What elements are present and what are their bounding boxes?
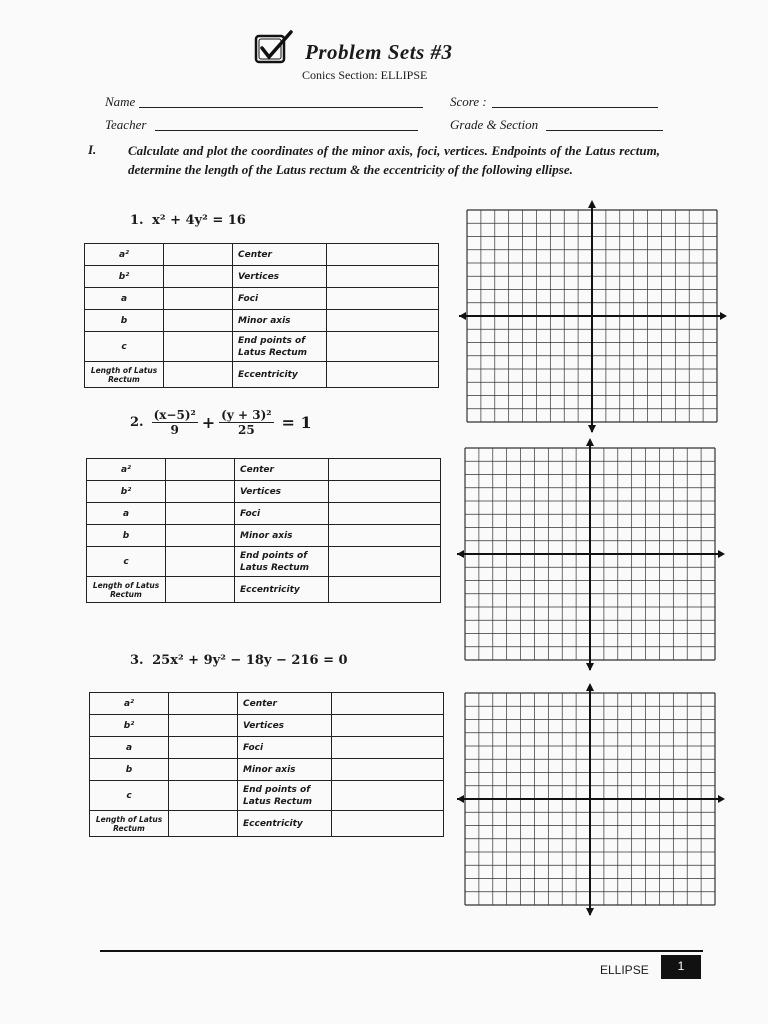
row-label-right: Vertices <box>235 481 329 503</box>
coordinate-grid-2[interactable] <box>455 438 727 672</box>
grid-svg <box>455 438 727 672</box>
answer-cell-left[interactable] <box>169 715 238 737</box>
fraction-denominator: 9 <box>170 423 179 437</box>
problem-1-equation <box>130 213 246 228</box>
page-number: 1 <box>661 955 701 979</box>
answer-cell-left[interactable] <box>166 503 235 525</box>
row-label-right: End points of Latus Rectum <box>235 547 329 577</box>
up-arrow-icon <box>586 683 594 691</box>
fraction-numerator: (y + 3)² <box>221 408 272 422</box>
row-label-left: b² <box>85 266 164 288</box>
coordinate-grid-3[interactable] <box>455 683 727 917</box>
row-label-left: b² <box>87 481 166 503</box>
name-label: Name <box>105 94 136 109</box>
row-label-right: Foci <box>238 737 332 759</box>
row-label-left: Length of Latus Rectum <box>85 362 164 388</box>
answer-cell-left[interactable] <box>166 525 235 547</box>
equation-rhs: = 1 <box>281 413 312 432</box>
page-subtitle: Conics Section: ELLIPSE <box>302 68 428 82</box>
row-label-left: a² <box>85 244 164 266</box>
answer-table-2 <box>86 458 441 603</box>
table-row <box>90 693 444 715</box>
left-arrow-icon <box>459 312 466 320</box>
answer-cell-left[interactable] <box>169 693 238 715</box>
row-label-left: c <box>87 547 166 577</box>
answer-cell-right[interactable] <box>332 715 444 737</box>
table-row <box>85 288 439 310</box>
row-label-right: End points of Latus Rectum <box>233 332 327 362</box>
answer-cell-left[interactable] <box>164 244 233 266</box>
table-row <box>87 503 441 525</box>
problem-number: 1. <box>130 213 144 228</box>
instructions-text: Calculate and plot the coordinates of the minor axis, foci, vertices. Endpoints of the Latus rectum, determine the length of the Latus rectum & the eccentricity of the following ellipse. <box>128 143 660 177</box>
row-label-right: Minor axis <box>235 525 329 547</box>
table-row <box>85 362 439 388</box>
answer-cell-left[interactable] <box>169 759 238 781</box>
row-label-left: a <box>87 503 166 525</box>
answer-cell-left[interactable] <box>164 266 233 288</box>
page-title: Problem Sets #3 <box>305 40 453 64</box>
row-label-left: a <box>90 737 169 759</box>
up-arrow-icon <box>586 438 594 446</box>
plus-sign: + <box>201 413 216 432</box>
answer-cell-left[interactable] <box>164 288 233 310</box>
table-row <box>90 715 444 737</box>
row-label-left: Length of Latus Rectum <box>90 811 169 837</box>
teacher-label: Teacher <box>105 117 147 132</box>
fraction-denominator: 25 <box>237 423 255 437</box>
answer-cell-right[interactable] <box>332 811 444 837</box>
left-arrow-icon <box>457 550 464 558</box>
answer-cell-right[interactable] <box>327 244 439 266</box>
row-label-right: Foci <box>233 288 327 310</box>
row-label-right: Eccentricity <box>238 811 332 837</box>
right-arrow-icon <box>718 795 725 803</box>
grade-section-field[interactable] <box>546 130 663 131</box>
row-label-left: b <box>87 525 166 547</box>
answer-cell-left[interactable] <box>166 459 235 481</box>
row-label-left: c <box>85 332 164 362</box>
row-label-right: Eccentricity <box>235 577 329 603</box>
table-row <box>85 244 439 266</box>
answer-cell-right[interactable] <box>327 310 439 332</box>
row-label-right: Eccentricity <box>233 362 327 388</box>
answer-cell-left[interactable] <box>164 362 233 388</box>
table-row <box>85 332 439 362</box>
row-label-left: b² <box>90 715 169 737</box>
table-row <box>85 310 439 332</box>
table-row <box>87 481 441 503</box>
right-arrow-icon <box>718 550 725 558</box>
answer-table-1 <box>84 243 439 388</box>
footer-label: ELLIPSE <box>600 963 649 977</box>
score-field[interactable] <box>492 107 658 108</box>
score-label: Score : <box>450 94 487 109</box>
table-row <box>90 737 444 759</box>
grid-svg <box>457 200 729 434</box>
answer-cell-right[interactable] <box>329 547 441 577</box>
problem-2-equation <box>130 408 312 437</box>
table-row <box>90 811 444 837</box>
row-label-left: b <box>90 759 169 781</box>
answer-cell-right[interactable] <box>329 525 441 547</box>
down-arrow-icon <box>586 663 594 671</box>
left-arrow-icon <box>457 795 464 803</box>
answer-cell-right[interactable] <box>332 759 444 781</box>
row-label-left: b <box>85 310 164 332</box>
answer-cell-right[interactable] <box>329 481 441 503</box>
footer-divider <box>100 950 703 952</box>
row-label-right: Vertices <box>238 715 332 737</box>
up-arrow-icon <box>588 200 596 208</box>
down-arrow-icon <box>586 908 594 916</box>
answer-cell-right[interactable] <box>327 288 439 310</box>
answer-cell-right[interactable] <box>327 266 439 288</box>
answer-table-3 <box>89 692 444 837</box>
answer-cell-right[interactable] <box>327 332 439 362</box>
answer-cell-right[interactable] <box>332 737 444 759</box>
answer-cell-left[interactable] <box>166 547 235 577</box>
table-row <box>85 266 439 288</box>
row-label-right: Minor axis <box>238 759 332 781</box>
checkbox-logo-icon <box>253 28 295 68</box>
row-label-left: Length of Latus Rectum <box>87 577 166 603</box>
row-label-left: a² <box>87 459 166 481</box>
answer-cell-left[interactable] <box>164 332 233 362</box>
name-field[interactable] <box>139 107 423 108</box>
row-label-right: Center <box>235 459 329 481</box>
fraction-y <box>219 408 273 437</box>
problem-3-equation <box>130 653 348 668</box>
answer-cell-right[interactable] <box>332 693 444 715</box>
answer-cell-right[interactable] <box>327 362 439 388</box>
table-row <box>87 525 441 547</box>
answer-cell-left[interactable] <box>166 577 235 603</box>
coordinate-grid-1[interactable] <box>457 200 729 434</box>
down-arrow-icon <box>588 425 596 433</box>
row-label-right: Foci <box>235 503 329 525</box>
row-label-right: End points of Latus Rectum <box>238 781 332 811</box>
fraction-numerator: (x−5)² <box>153 408 196 422</box>
row-label-right: Minor axis <box>233 310 327 332</box>
equation-text: 25x² + 9y² − 18y − 216 = 0 <box>152 653 348 668</box>
problem-number: 2. <box>130 415 144 430</box>
equation-text: x² + 4y² = 16 <box>152 213 246 228</box>
table-row <box>87 459 441 481</box>
answer-cell-right[interactable] <box>332 781 444 811</box>
teacher-field[interactable] <box>155 130 418 131</box>
grid-svg <box>455 683 727 917</box>
table-row <box>90 759 444 781</box>
problem-number: 3. <box>130 653 144 668</box>
answer-cell-right[interactable] <box>329 459 441 481</box>
row-label-right: Vertices <box>233 266 327 288</box>
row-label-left: a² <box>90 693 169 715</box>
section-number: I. <box>88 142 97 157</box>
answer-cell-left[interactable] <box>169 737 238 759</box>
row-label-left: a <box>85 288 164 310</box>
right-arrow-icon <box>720 312 727 320</box>
row-label-right: Center <box>233 244 327 266</box>
answer-cell-right[interactable] <box>329 577 441 603</box>
answer-cell-left[interactable] <box>169 811 238 837</box>
fraction-x <box>152 408 198 437</box>
table-row <box>90 781 444 811</box>
table-row <box>87 547 441 577</box>
answer-cell-left[interactable] <box>166 481 235 503</box>
row-label-left: c <box>90 781 169 811</box>
answer-cell-left[interactable] <box>169 781 238 811</box>
row-label-right: Center <box>238 693 332 715</box>
answer-cell-left[interactable] <box>164 310 233 332</box>
answer-cell-right[interactable] <box>329 503 441 525</box>
table-row <box>87 577 441 603</box>
grade-section-label: Grade & Section <box>450 117 539 132</box>
